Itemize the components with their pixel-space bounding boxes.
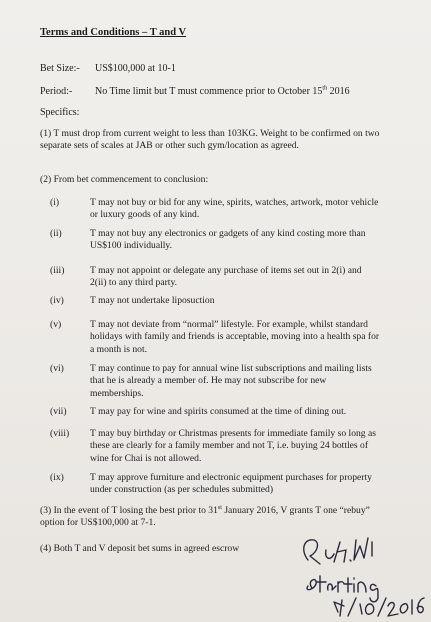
clause-1: (1) T must drop from current weight to less than 103KG. Weight to be confirmed on two separate sets of scales at JAB or other such gym/location as agreed. bbox=[40, 128, 380, 152]
clause-2-intro: (2) From bet commencement to conclusion: bbox=[40, 174, 209, 185]
clause-3-text: (3) In the event of T losing the best prior to 31 bbox=[40, 505, 218, 516]
item-number: (vi) bbox=[50, 363, 64, 374]
item-number: (viii) bbox=[50, 428, 70, 439]
item-number: (ix) bbox=[50, 472, 64, 483]
clause-4: (4) Both T and V deposit bet sums in agreed escrow bbox=[40, 543, 240, 554]
item-text: T may not deviate from “normal” lifestyle. For example, whilst standard holidays with family and friends is acceptable, moving into a health spa for a month is not. bbox=[90, 319, 380, 355]
clause-3-sup: st bbox=[217, 504, 222, 511]
period-label: Period:- bbox=[40, 86, 73, 97]
period-value-year: 2016 bbox=[327, 86, 350, 97]
item-number: (i) bbox=[50, 197, 60, 208]
period-value bbox=[95, 86, 350, 97]
handwritten-signature bbox=[290, 520, 430, 620]
item-number: (iii) bbox=[50, 265, 65, 276]
item-text: T may continue to pay for annual wine list subscriptions and mailing lists that he is already a member of. He may not subscribe for new memberships. bbox=[90, 363, 372, 399]
bet-size-label: Bet Size:- bbox=[40, 63, 80, 74]
item-text: T may approve furniture and electronic equipment purchases for property under construction (as per schedules submitted) bbox=[90, 472, 372, 496]
item-text: T may not appoint or delegate any purchase of items set out in 2(i) and 2(ii) to any third party. bbox=[90, 265, 362, 289]
clause-3-text-end: January 2016, V grants T one “rebuy” option for US$100,000 at 7-1. bbox=[40, 505, 370, 529]
specifics-label: Specifics: bbox=[40, 107, 80, 118]
document-title: Terms and Conditions – T and V bbox=[40, 27, 187, 38]
period-sup: th bbox=[322, 85, 328, 92]
item-number: (vii) bbox=[50, 406, 67, 417]
bet-size-value: US$100,000 at 10-1 bbox=[95, 63, 176, 74]
item-text: T may pay for wine and spirits consumed at the time of dining out. bbox=[90, 406, 347, 417]
item-text: T may not undertake liposuction bbox=[90, 295, 215, 306]
item-text: T may not buy any electronics or gadgets of any kind costing more than US$100 individually. bbox=[90, 228, 366, 252]
item-text: T may not buy or bid for any wine, spirits, watches, artwork, motor vehicle or luxury goods of any kind. bbox=[90, 197, 379, 221]
item-number: (v) bbox=[50, 319, 62, 330]
period-value-text: No Time limit but T must commence prior to October 15 bbox=[95, 86, 323, 97]
item-number: (ii) bbox=[50, 228, 62, 239]
item-number: (iv) bbox=[50, 295, 64, 306]
item-text: T may buy birthday or Christmas presents for immediate family so long as these are clearly for a family member and not T, i.e. buying 24 bottles of wine for Chai is not allowed. bbox=[90, 428, 376, 464]
